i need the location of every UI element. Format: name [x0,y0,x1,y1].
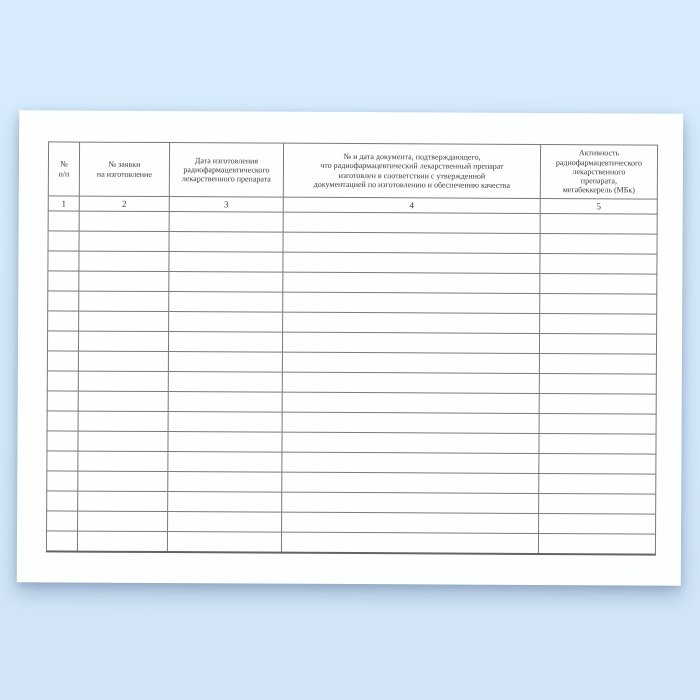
empty-cell [78,391,168,411]
empty-cell [283,212,540,233]
empty-cell [78,451,168,471]
empty-cell [282,492,539,513]
column-number-cell: 5 [540,198,657,214]
empty-cell [168,472,282,493]
empty-cell [78,331,168,351]
column-header-manufacture-date: Дата изготовления радиофармацевтического лекарственного препарата [169,143,283,198]
empty-cell [282,432,539,453]
empty-cell [79,231,169,251]
empty-cell [47,331,78,351]
empty-cell [168,372,282,393]
empty-cell [282,372,539,393]
empty-cell [283,252,540,273]
column-header-activity: Активность радиофармацевтического лекарственного препарата, мегабеккерель (МБк) [540,144,657,199]
empty-cell [282,332,539,353]
empty-cell [540,293,657,314]
empty-cell [168,352,282,373]
empty-cell [283,312,540,333]
empty-cell [47,351,78,371]
empty-cell [168,412,282,433]
empty-cell [539,473,656,494]
column-number-cell: 4 [283,197,540,213]
empty-cell [47,391,78,411]
empty-cell [47,371,78,391]
empty-cell [539,393,656,414]
empty-cell [283,272,540,293]
empty-cell [168,452,282,473]
empty-cell [169,292,283,313]
empty-cell [540,253,657,274]
empty-cell [78,411,168,431]
column-number-cell: 2 [79,196,169,211]
empty-cell [47,491,78,511]
empty-cell [283,292,540,313]
empty-cell [79,251,169,271]
empty-log-row [46,531,655,555]
empty-cell [78,491,168,511]
empty-cell [79,291,169,311]
empty-cell [47,411,78,431]
empty-cell [539,513,656,534]
empty-cell [168,432,282,453]
empty-cell [47,451,78,471]
empty-cell [281,532,538,554]
empty-cell [282,512,539,533]
empty-cell [282,452,539,473]
empty-cell [539,493,656,514]
document-page [17,110,683,585]
empty-cell [283,232,540,253]
empty-cell [79,311,169,331]
empty-cell [540,213,657,234]
empty-cell [282,392,539,413]
empty-cell [539,333,656,354]
empty-cell [539,453,656,474]
empty-cell [48,291,79,311]
empty-cell [169,272,283,293]
empty-cell [539,353,656,374]
empty-cell [540,273,657,294]
empty-cell [168,512,282,533]
empty-cell [78,431,168,451]
empty-cell [540,313,657,334]
empty-cell [169,312,283,333]
empty-cell [169,232,283,253]
empty-cell [282,412,539,433]
empty-cell [79,211,169,231]
empty-cell [539,413,656,434]
empty-cell [47,431,78,451]
empty-cell [78,351,168,371]
empty-cell [78,371,168,391]
empty-log-rows [46,211,657,555]
empty-cell [282,352,539,373]
empty-cell [78,511,168,531]
empty-cell [78,471,168,491]
column-header-row-number: № п/п [48,142,79,196]
empty-cell [282,472,539,493]
empty-cell [540,233,657,254]
manufacturing-log-table [46,141,658,555]
empty-cell [48,231,79,251]
empty-cell [48,211,79,231]
empty-cell [168,332,282,353]
empty-cell [48,271,79,291]
empty-cell [539,373,656,394]
empty-cell [47,471,78,491]
empty-cell [48,311,79,331]
empty-cell [169,252,283,273]
empty-cell [168,492,282,513]
empty-cell [539,433,656,454]
empty-cell [77,531,167,552]
table-header-row [48,142,657,199]
empty-cell [167,532,281,553]
column-header-confirming-document: № и дата документа, подтверждающего, что радиофармацевтический лекарственный препарат изготовлен в соответствии с утвержденной документацией по изготовлению и обеспечению качества [283,143,540,198]
column-number-cell: 3 [169,197,283,213]
empty-cell [169,212,283,233]
empty-cell [47,511,78,531]
column-header-request-number: № заявки на изготовление [79,142,169,196]
column-number-cell: 1 [48,196,79,211]
empty-cell [46,531,77,552]
empty-cell [79,271,169,291]
empty-cell [48,251,79,271]
empty-cell [168,392,282,413]
empty-cell [538,533,655,554]
